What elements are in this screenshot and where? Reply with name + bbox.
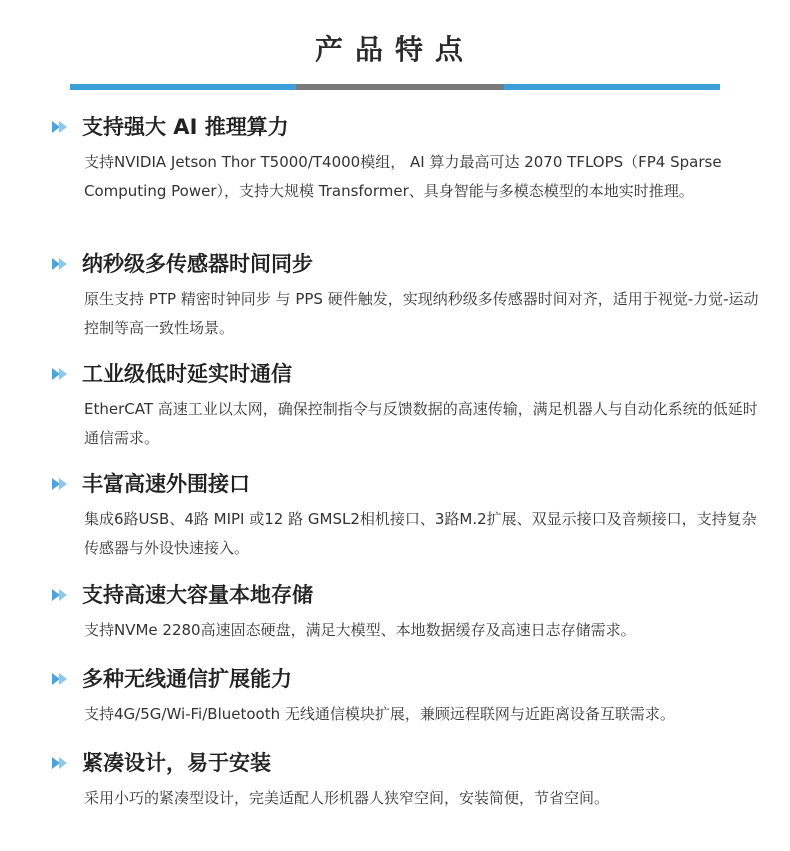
feature-title: 紧凑设计，易于安装 — [82, 751, 271, 775]
feature-header — [52, 110, 772, 142]
double-triangle-right-icon — [52, 476, 70, 490]
feature-description: 支持NVIDIA Jetson Thor T5000/T4000模组， AI 算力最高可达 2070 TFLOPS（FP4 Sparse Computing Power），支持大规模 Transformer、具身智能与多模态模型的本地实时推理。 — [84, 153, 722, 200]
double-triangle-right-icon — [52, 587, 70, 601]
feature-interfaces — [52, 467, 772, 563]
feature-time-sync — [52, 247, 772, 343]
feature-title: 纳秒级多传感器时间同步 — [82, 252, 313, 276]
title-divider-right — [504, 84, 720, 90]
double-triangle-right-icon — [52, 671, 70, 685]
feature-title: 支持强大 AI 推理算力 — [82, 115, 289, 139]
title-divider-middle — [296, 84, 504, 90]
feature-storage — [52, 578, 772, 645]
feature-title: 丰富高速外围接口 — [82, 472, 250, 496]
feature-header — [52, 247, 772, 279]
double-triangle-right-icon — [52, 366, 70, 380]
feature-header — [52, 467, 772, 499]
feature-wireless — [52, 662, 772, 729]
feature-ai-compute — [52, 110, 772, 206]
feature-header — [52, 662, 772, 694]
feature-title: 多种无线通信扩展能力 — [82, 667, 292, 691]
feature-description: 采用小巧的紧凑型设计，完美适配人形机器人狭窄空间，安装简便，节省空间。 — [84, 789, 610, 807]
double-triangle-right-icon — [52, 256, 70, 270]
feature-header — [52, 746, 772, 778]
double-triangle-right-icon — [52, 755, 70, 769]
feature-title: 支持高速大容量本地存储 — [82, 583, 313, 607]
feature-title: 工业级低时延实时通信 — [82, 362, 292, 386]
feature-header — [52, 578, 772, 610]
page-title: 产品特点 — [314, 33, 475, 66]
title-divider — [70, 84, 720, 90]
feature-realtime-comm — [52, 357, 772, 453]
double-triangle-right-icon — [52, 119, 70, 133]
feature-header — [52, 357, 772, 389]
feature-description: 支持NVMe 2280高速固态硬盘，满足大模型、本地数据缓存及高速日志存储需求。 — [84, 621, 636, 639]
feature-compact-design — [52, 746, 772, 813]
feature-description: 集成6路USB、4路 MIPI 或12 路 GMSL2相机接口、3路M.2扩展、双显示接口及音频接口，支持复杂传感器与外设快速接入。 — [84, 510, 757, 557]
feature-description: 原生支持 PTP 精密时钟同步 与 PPS 硬件触发，实现纳秒级多传感器时间对齐，适用于视觉-力觉-运动控制等高一致性场景。 — [84, 290, 759, 337]
feature-description: 支持4G/5G/Wi-Fi/Bluetooth 无线通信模块扩展，兼顾远程联网与近距离设备互联需求。 — [84, 705, 675, 723]
title-divider-left — [70, 84, 296, 90]
feature-description: EtherCAT 高速工业以太网，确保控制指令与反馈数据的高速传输，满足机器人与自动化系统的低延时通信需求。 — [84, 400, 758, 447]
